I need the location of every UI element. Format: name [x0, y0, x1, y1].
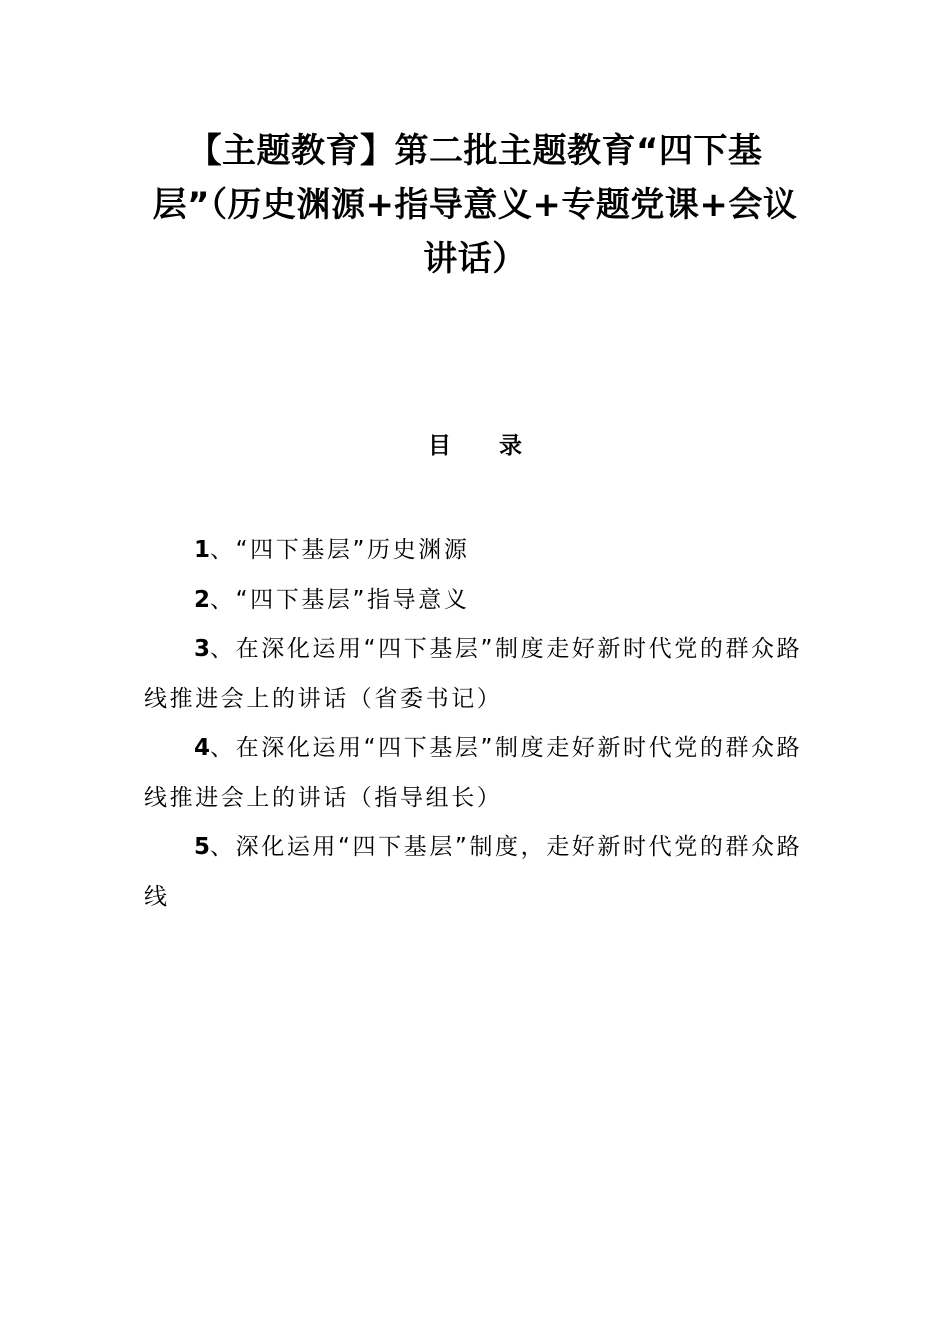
- toc-item-number: 1: [194, 537, 211, 563]
- toc-item-number: 2: [194, 586, 211, 613]
- toc-item-text: 、“四下基层”指导意义: [210, 586, 470, 613]
- toc-item[interactable]: [144, 724, 808, 823]
- toc-item-text: 、“四下基层”历史渊源: [210, 537, 470, 563]
- table-of-contents: [144, 526, 808, 922]
- toc-item-number: 5: [194, 834, 211, 860]
- toc-item[interactable]: [144, 823, 808, 922]
- toc-item-number: 3: [194, 636, 211, 662]
- toc-heading: 目 录: [427, 433, 542, 459]
- toc-item-text: 、在深化运用“四下基层”制度走好新时代党的群众路线推进会上的讲话（省委书记）: [144, 636, 803, 712]
- toc-item-text: 、在深化运用“四下基层”制度走好新时代党的群众路线推进会上的讲话（指导组长）: [144, 735, 803, 811]
- toc-item[interactable]: [144, 526, 808, 576]
- toc-item[interactable]: [144, 576, 808, 626]
- document-title: 【主题教育】第二批主题教育“四下基层”（历史渊源+指导意义+专题党课+会议讲话）: [152, 131, 798, 279]
- toc-item-number: 4: [194, 735, 211, 761]
- toc-item-text: 、深化运用“四下基层”制度，走好新时代党的群众路线: [144, 834, 803, 910]
- toc-item[interactable]: [144, 625, 808, 724]
